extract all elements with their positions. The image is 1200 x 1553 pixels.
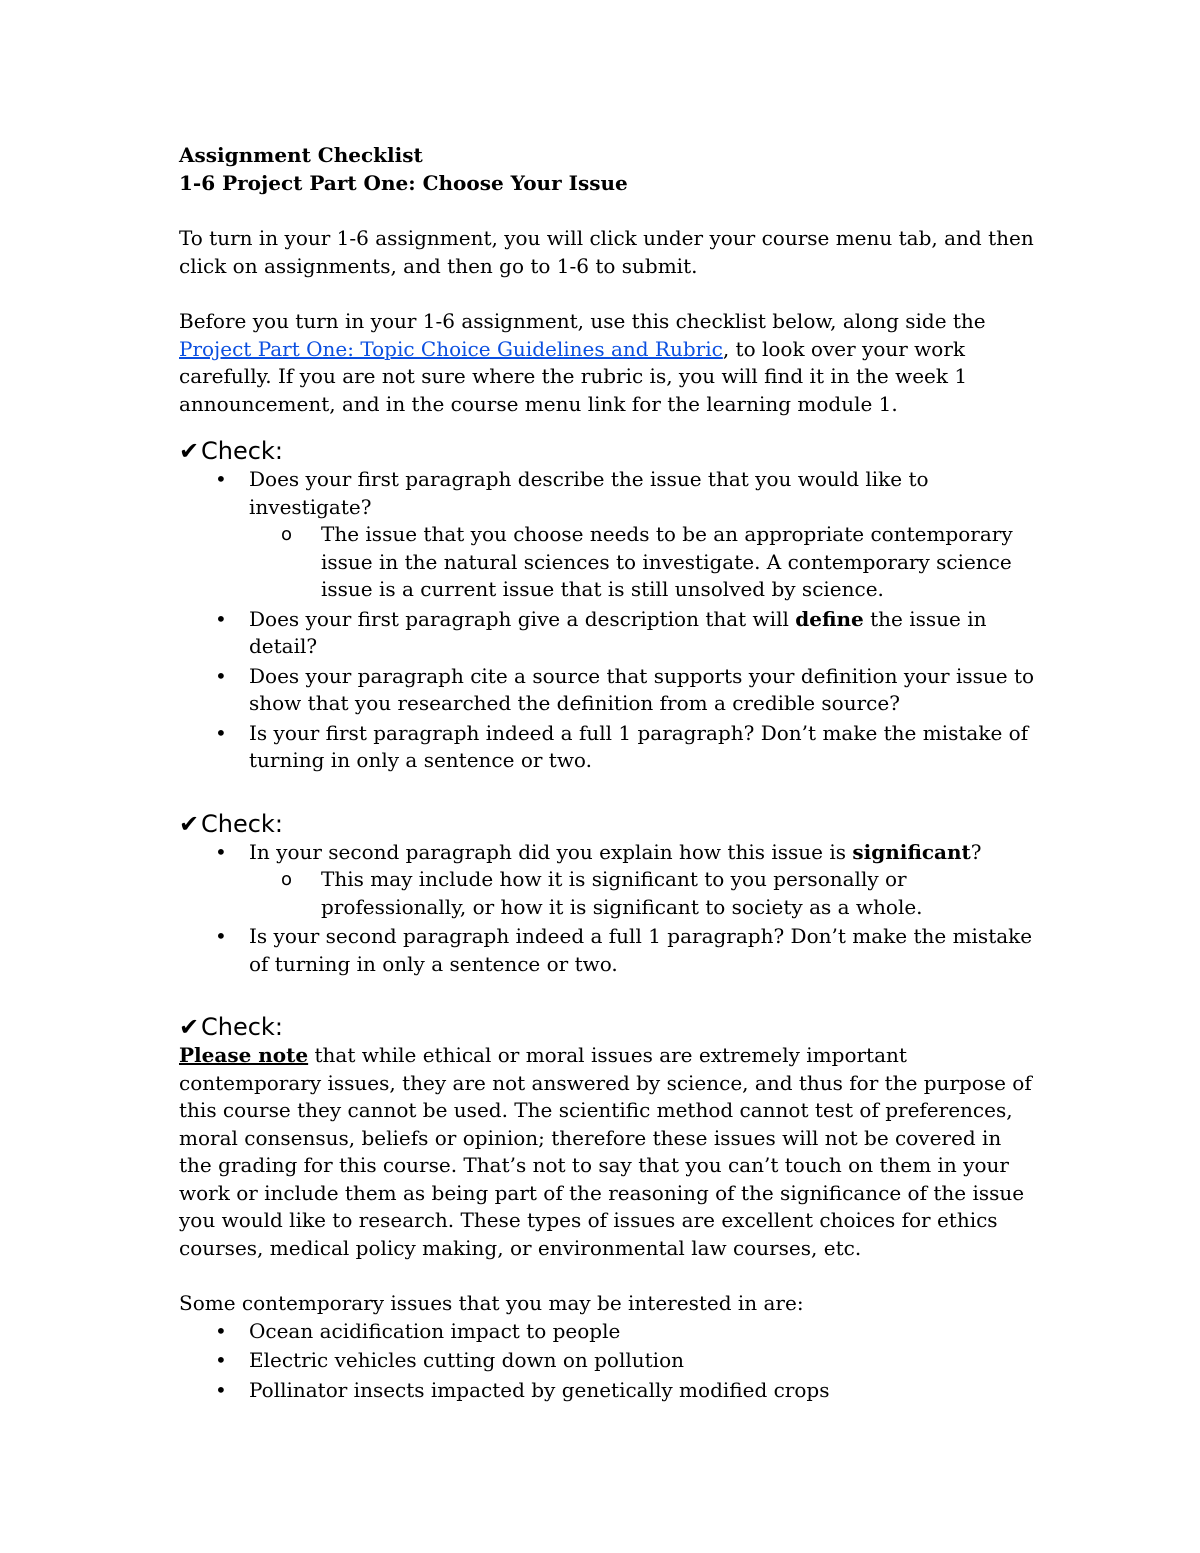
rubric-link[interactable]: Project Part One: Topic Choice Guidelines and Rubric: [179, 336, 723, 361]
list-item: • Pollinator insects impacted by genetically modified crops: [179, 1377, 1039, 1405]
sub-list: [249, 521, 1039, 604]
checkmark-icon: ✔: [179, 809, 200, 838]
before-text-end: , to look over your work carefully. If you are not sure where the rubric is, you will find it in the week 1 announcement, and in the course menu link for the learning module 1.: [179, 336, 968, 416]
please-note-text: that while ethical or moral issues are extremely important contemporary issues, they are not answered by science, and thus for the purpose of this course they cannot be used. The scientific method cannot test of preferences, moral consensus, beliefs or opinion; therefore these issues will not be covered in the grading for this course. That’s not to say that you can’t touch on them in your work or include them as being part of the reasoning of the significance of the issue you would like to research. These types of issues are excellent choices for ethics courses, medical policy making, or environmental law courses, etc.: [179, 1043, 1032, 1260]
list-item: • Ocean acidification impact to people: [179, 1318, 1039, 1346]
check-heading-1: [179, 436, 1039, 466]
check-label: Check:: [201, 437, 283, 465]
list-item: • Is your first paragraph indeed a full 1 paragraph? Don’t make the mistake of turning in only a sentence or two.: [179, 720, 1039, 775]
check-label: Check:: [201, 809, 283, 838]
please-note-label: Please note: [179, 1043, 309, 1067]
document-title: Assignment Checklist: [179, 143, 423, 167]
document-subtitle: 1-6 Project Part One: Choose Your Issue: [179, 171, 628, 195]
list-item: • Electric vehicles cutting down on pollution: [179, 1347, 1039, 1375]
list-item-text: ?: [970, 839, 982, 864]
checklist-2: [179, 839, 1039, 979]
list-item: • Is your second paragraph indeed a full 1 paragraph? Don’t make the mistake of turning in only a sentence or two.: [179, 923, 1039, 978]
list-item: [179, 466, 1039, 604]
sub-list: [249, 866, 1039, 921]
list-item: [179, 839, 1039, 922]
please-note-paragraph: [179, 1042, 1039, 1262]
bold-word: significant: [852, 839, 971, 864]
list-item-text: the issue in detail?: [249, 606, 987, 658]
before-text-start: Before you turn in your 1-6 assignment, use this checklist below, along side the: [179, 309, 986, 333]
list-item: • Does your paragraph cite a source that supports your definition your issue to show that you researched the definition from a credible source?: [179, 663, 1039, 718]
examples-list: [179, 1318, 1039, 1405]
examples-intro: Some contemporary issues that you may be interested in are:: [179, 1291, 804, 1315]
submit-instructions: To turn in your 1-6 assignment, you will click under your course menu tab, and then click on assignments, and then go to 1-6 to submit.: [179, 226, 1034, 278]
before-instructions: [179, 308, 1039, 418]
check-heading-3: [179, 1012, 1039, 1042]
check-heading-2: [179, 809, 1039, 839]
list-item: [179, 606, 1039, 661]
list-item-text: In your second paragraph did you explain how this issue is: [249, 839, 853, 864]
checkmark-icon: ✔: [179, 1013, 200, 1041]
bold-word: define: [795, 606, 864, 631]
checklist-1: [179, 466, 1039, 775]
checkmark-icon: ✔: [179, 437, 200, 465]
list-item-text: Does your first paragraph give a description that will: [249, 606, 796, 631]
check-label: Check:: [201, 1013, 283, 1041]
sub-list-item: o This may include how it is significant to you personally or professionally, or how it is significant to society as a whole.: [249, 866, 1039, 921]
document-page: [179, 141, 1039, 1406]
sub-list-item: o The issue that you choose needs to be an appropriate contemporary issue in the natural sciences to investigate. A contemporary science issue is a current issue that is still unsolved by science.: [249, 521, 1039, 604]
list-item-text: Does your first paragraph describe the issue that you would like to investigate?: [249, 467, 929, 519]
